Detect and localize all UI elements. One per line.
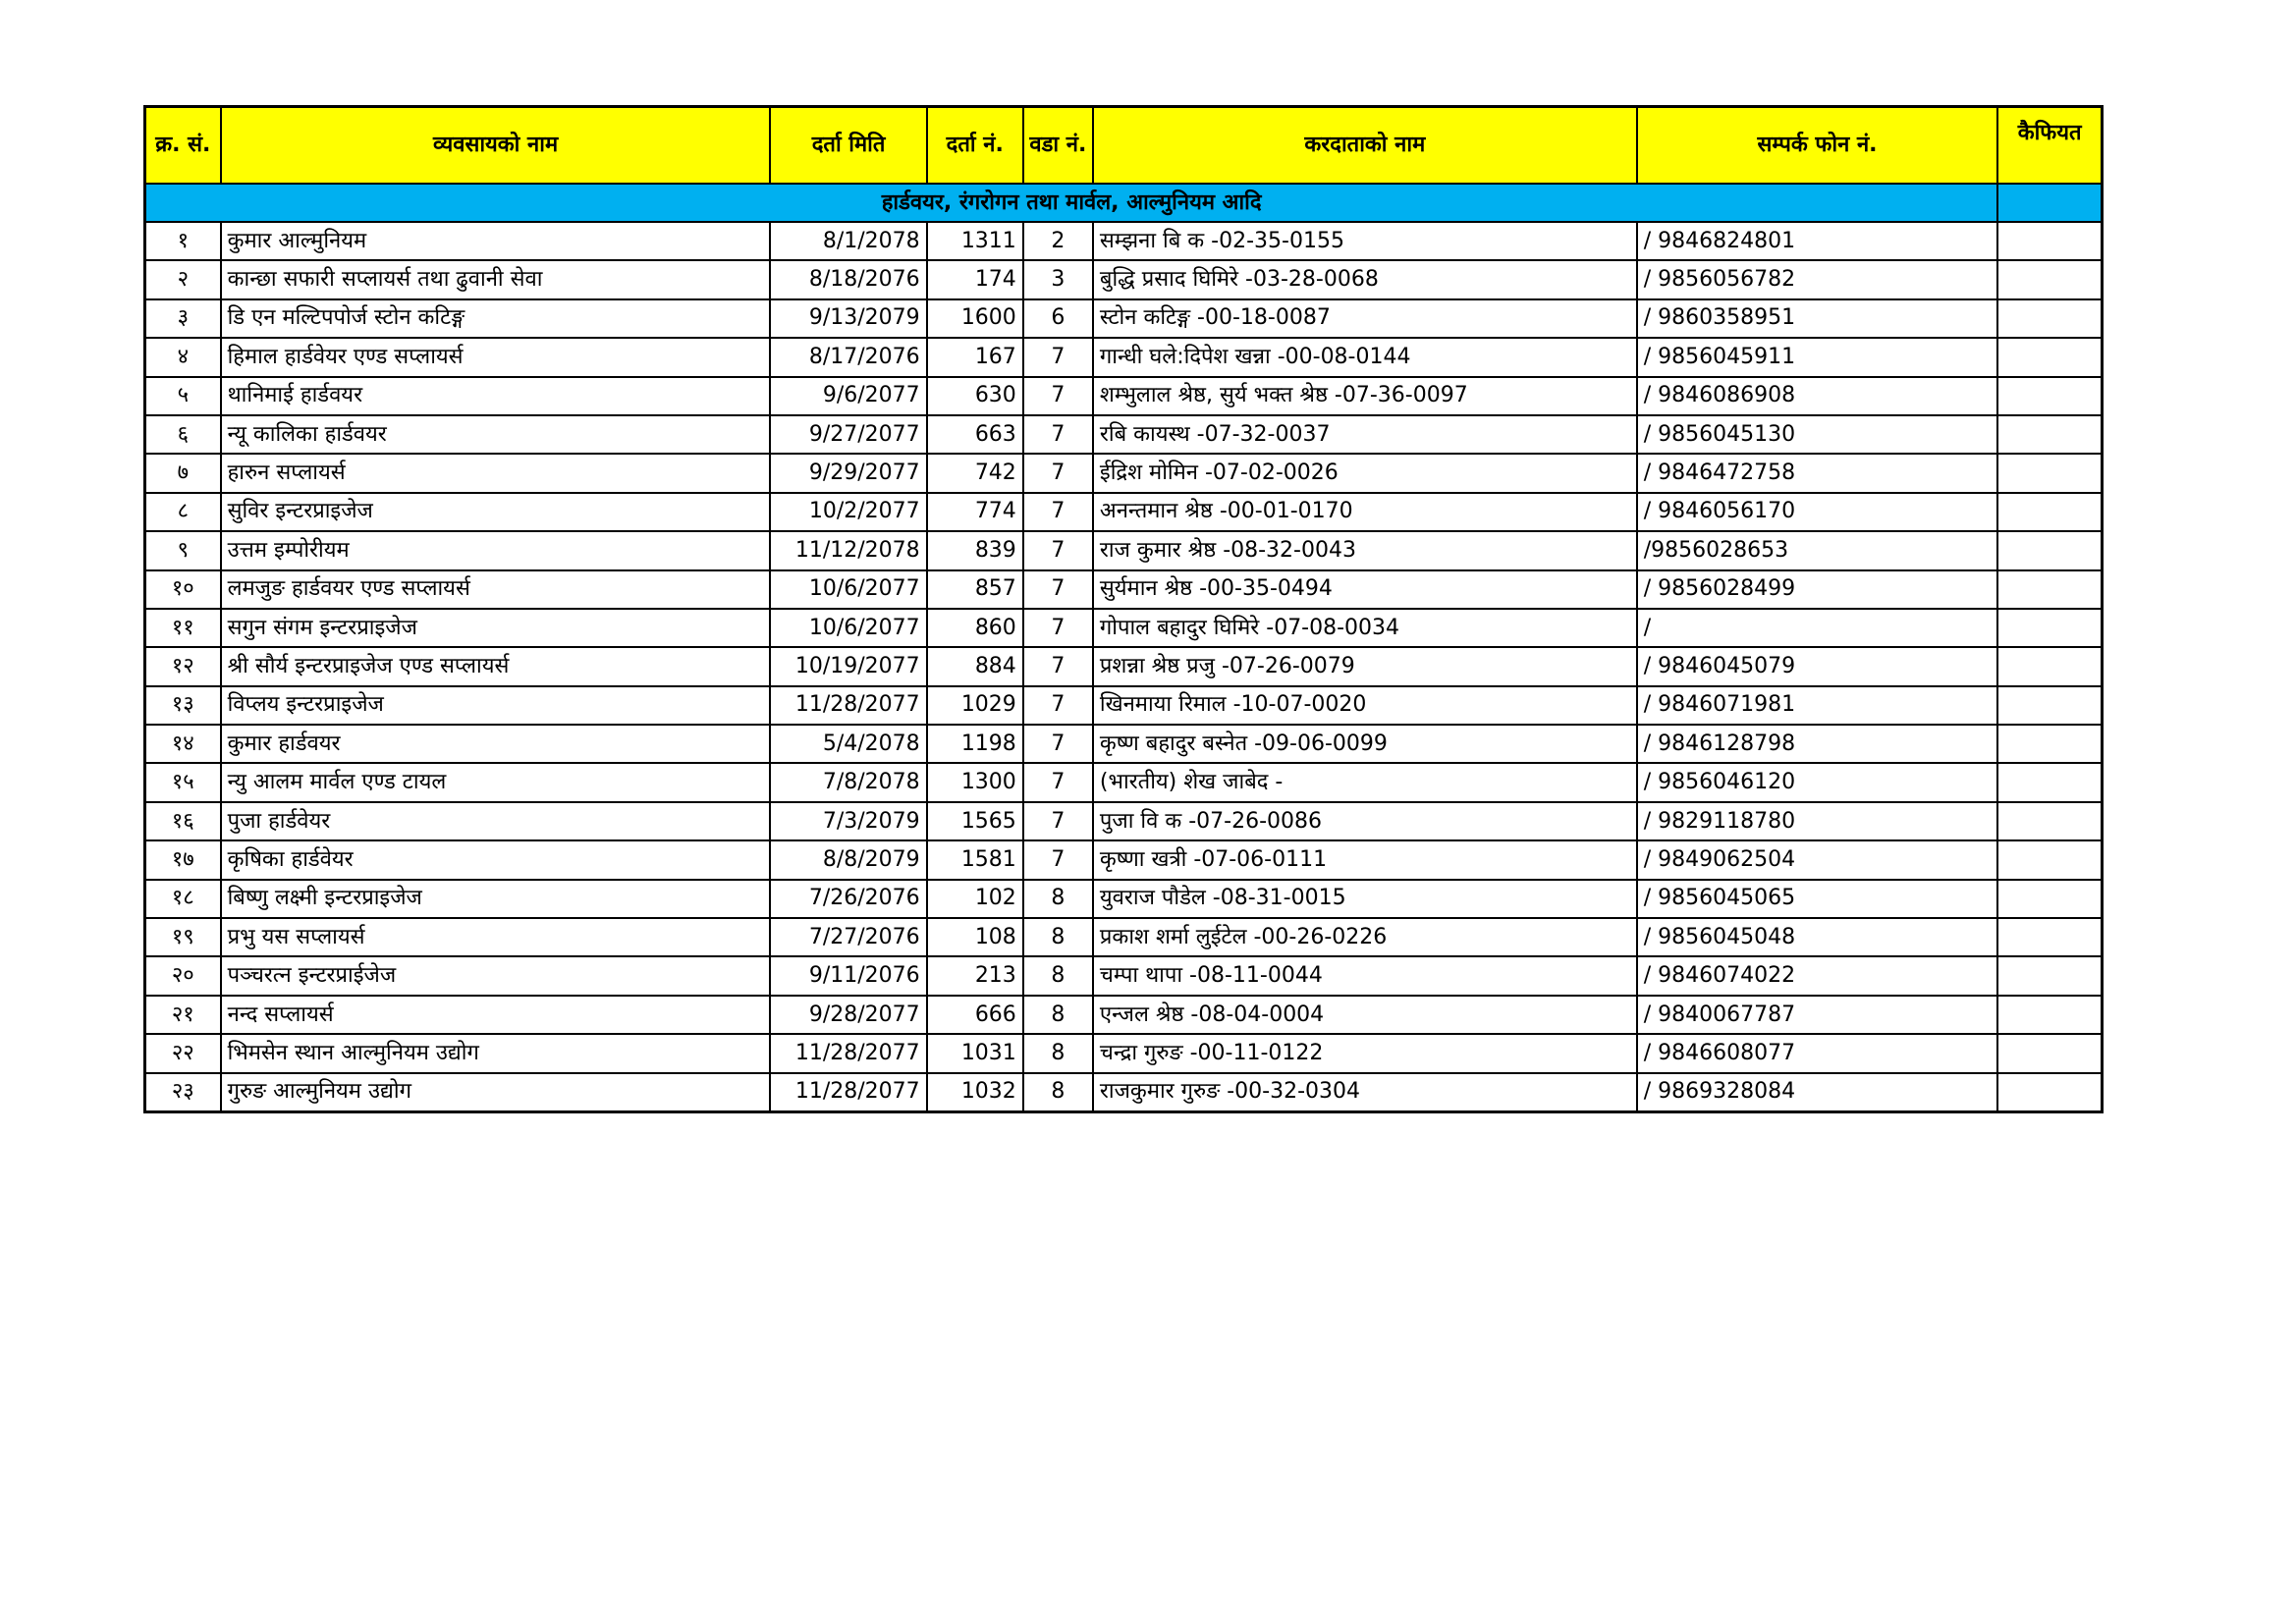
- header-remarks: कैफियत: [1997, 107, 2102, 185]
- table-row: [145, 299, 2103, 338]
- table-row: [145, 840, 2103, 879]
- cell-business-name: विप्लय इन्टरप्राइजेज: [221, 686, 771, 725]
- cell-serial-number: ५: [145, 377, 221, 415]
- table-row: [145, 686, 2103, 725]
- cell-ward-number: 7: [1023, 725, 1093, 763]
- table-row: [145, 1034, 2103, 1072]
- cell-business-name: पुजा हार्डवेयर: [221, 802, 771, 840]
- cell-contact-phone: / 9846056170: [1637, 493, 1998, 531]
- cell-registration-date: 10/6/2077: [770, 570, 926, 609]
- cell-ward-number: 8: [1023, 996, 1093, 1034]
- cell-remarks: [1997, 570, 2102, 609]
- table-row: [145, 880, 2103, 918]
- cell-registration-date: 10/19/2077: [770, 647, 926, 685]
- cell-registration-date: 11/12/2078: [770, 531, 926, 569]
- cell-registration-date: 7/27/2076: [770, 918, 926, 956]
- cell-ward-number: 7: [1023, 802, 1093, 840]
- cell-contact-phone: / 9860358951: [1637, 299, 1998, 338]
- cell-contact-phone: / 9856045911: [1637, 338, 1998, 376]
- cell-taxpayer-name: चम्पा थापा -08-11-0044: [1093, 956, 1637, 995]
- cell-contact-phone: / 9846128798: [1637, 725, 1998, 763]
- cell-registration-date: 9/28/2077: [770, 996, 926, 1034]
- cell-contact-phone: / 9846045079: [1637, 647, 1998, 685]
- cell-ward-number: 7: [1023, 840, 1093, 879]
- table-row: [145, 570, 2103, 609]
- cell-registration-date: 7/8/2078: [770, 763, 926, 801]
- cell-contact-phone: / 9849062504: [1637, 840, 1998, 879]
- cell-taxpayer-name: ईद्रिश मोमिन -07-02-0026: [1093, 454, 1637, 492]
- table-row: [145, 1073, 2103, 1112]
- cell-serial-number: ३: [145, 299, 221, 338]
- cell-remarks: [1997, 763, 2102, 801]
- cell-serial-number: २२: [145, 1034, 221, 1072]
- cell-serial-number: १५: [145, 763, 221, 801]
- cell-contact-phone: / 9846074022: [1637, 956, 1998, 995]
- cell-registration-number: 1198: [927, 725, 1023, 763]
- cell-serial-number: ८: [145, 493, 221, 531]
- cell-remarks: [1997, 338, 2102, 376]
- cell-registration-number: 1311: [927, 222, 1023, 260]
- cell-registration-date: 5/4/2078: [770, 725, 926, 763]
- cell-ward-number: 2: [1023, 222, 1093, 260]
- cell-registration-date: 9/29/2077: [770, 454, 926, 492]
- cell-ward-number: 7: [1023, 609, 1093, 647]
- cell-serial-number: १: [145, 222, 221, 260]
- cell-business-name: हिमाल हार्डवेयर एण्ड सप्लायर्स: [221, 338, 771, 376]
- cell-contact-phone: / 9869328084: [1637, 1073, 1998, 1112]
- cell-ward-number: 7: [1023, 493, 1093, 531]
- cell-serial-number: १४: [145, 725, 221, 763]
- cell-taxpayer-name: राज कुमार श्रेष्ठ -08-32-0043: [1093, 531, 1637, 569]
- cell-remarks: [1997, 686, 2102, 725]
- cell-business-name: लमजुङ हार्डवयर एण्ड सप्लायर्स: [221, 570, 771, 609]
- cell-registration-number: 860: [927, 609, 1023, 647]
- cell-registration-number: 102: [927, 880, 1023, 918]
- table-row: [145, 956, 2103, 995]
- cell-remarks: [1997, 377, 2102, 415]
- cell-taxpayer-name: गान्धी घले:दिपेश खन्ना -00-08-0144: [1093, 338, 1637, 376]
- cell-taxpayer-name: सम्झना बि क -02-35-0155: [1093, 222, 1637, 260]
- cell-taxpayer-name: शम्भुलाल श्रेष्ठ, सुर्य भक्त श्रेष्ठ -07-36-0097: [1093, 377, 1637, 415]
- cell-taxpayer-name: खिनमाया रिमाल -10-07-0020: [1093, 686, 1637, 725]
- header-row: [145, 107, 2103, 185]
- cell-contact-phone: / 9856056782: [1637, 260, 1998, 298]
- table-row: [145, 609, 2103, 647]
- cell-business-name: उत्तम इम्पोरीयम: [221, 531, 771, 569]
- table-row: [145, 531, 2103, 569]
- cell-registration-date: 11/28/2077: [770, 686, 926, 725]
- cell-registration-date: 8/1/2078: [770, 222, 926, 260]
- cell-remarks: [1997, 260, 2102, 298]
- cell-taxpayer-name: स्टोन कटिङ्ग -00-18-0087: [1093, 299, 1637, 338]
- cell-business-name: न्यू कालिका हार्डवयर: [221, 415, 771, 454]
- cell-serial-number: २३: [145, 1073, 221, 1112]
- cell-ward-number: 8: [1023, 1073, 1093, 1112]
- cell-taxpayer-name: प्रशन्ना श्रेष्ठ प्रजु -07-26-0079: [1093, 647, 1637, 685]
- cell-ward-number: 7: [1023, 570, 1093, 609]
- cell-business-name: कुमार हार्डवयर: [221, 725, 771, 763]
- cell-serial-number: १९: [145, 918, 221, 956]
- table-row: [145, 260, 2103, 298]
- cell-ward-number: 8: [1023, 956, 1093, 995]
- cell-remarks: [1997, 222, 2102, 260]
- table-row: [145, 725, 2103, 763]
- section-row: [145, 184, 2103, 222]
- cell-registration-number: 839: [927, 531, 1023, 569]
- cell-taxpayer-name: कृष्ण बहादुर बस्नेत -09-06-0099: [1093, 725, 1637, 763]
- cell-business-name: न्यु आलम मार्वल एण्ड टायल: [221, 763, 771, 801]
- cell-business-name: कान्छा सफारी सप्लायर्स तथा ढुवानी सेवा: [221, 260, 771, 298]
- cell-registration-date: 7/3/2079: [770, 802, 926, 840]
- cell-business-name: भिमसेन स्थान आल्मुनियम उद्योग: [221, 1034, 771, 1072]
- table-row: [145, 996, 2103, 1034]
- cell-serial-number: १०: [145, 570, 221, 609]
- cell-ward-number: 7: [1023, 415, 1093, 454]
- cell-taxpayer-name: चन्द्रा गुरुङ -00-11-0122: [1093, 1034, 1637, 1072]
- cell-business-name: कुमार आल्मुनियम: [221, 222, 771, 260]
- table-body: [145, 184, 2103, 1111]
- cell-serial-number: ९: [145, 531, 221, 569]
- cell-ward-number: 7: [1023, 454, 1093, 492]
- cell-business-name: गुरुङ आल्मुनियम उद्योग: [221, 1073, 771, 1112]
- table-row: [145, 918, 2103, 956]
- cell-remarks: [1997, 880, 2102, 918]
- cell-contact-phone: / 9829118780: [1637, 802, 1998, 840]
- cell-remarks: [1997, 725, 2102, 763]
- cell-contact-phone: / 9846071981: [1637, 686, 1998, 725]
- cell-business-name: थानिमाई हार्डवयर: [221, 377, 771, 415]
- header-contact-phone: सम्पर्क फोन नं.: [1637, 107, 1998, 185]
- cell-serial-number: २: [145, 260, 221, 298]
- cell-remarks: [1997, 454, 2102, 492]
- cell-contact-phone: / 9846824801: [1637, 222, 1998, 260]
- cell-registration-number: 1032: [927, 1073, 1023, 1112]
- cell-registration-number: 1565: [927, 802, 1023, 840]
- cell-registration-number: 1300: [927, 763, 1023, 801]
- header-registration-number: दर्ता नं.: [927, 107, 1023, 185]
- cell-contact-phone: / 9846472758: [1637, 454, 1998, 492]
- cell-ward-number: 8: [1023, 1034, 1093, 1072]
- cell-taxpayer-name: (भारतीय) शेख जाबेद -: [1093, 763, 1637, 801]
- cell-ward-number: 7: [1023, 531, 1093, 569]
- cell-remarks: [1997, 840, 2102, 879]
- cell-taxpayer-name: बुद्धि प्रसाद घिमिरे -03-28-0068: [1093, 260, 1637, 298]
- cell-registration-date: 10/6/2077: [770, 609, 926, 647]
- table-row: [145, 377, 2103, 415]
- cell-registration-date: 8/17/2076: [770, 338, 926, 376]
- cell-taxpayer-name: रबि कायस्थ -07-32-0037: [1093, 415, 1637, 454]
- cell-remarks: [1997, 531, 2102, 569]
- table-row: [145, 415, 2103, 454]
- cell-business-name: डि एन मल्टिपपोर्ज स्टोन कटिङ्ग: [221, 299, 771, 338]
- table-row: [145, 802, 2103, 840]
- cell-taxpayer-name: गोपाल बहादुर घिमिरे -07-08-0034: [1093, 609, 1637, 647]
- cell-ward-number: 8: [1023, 918, 1093, 956]
- cell-business-name: श्री सौर्य इन्टरप्राइजेज एण्ड सप्लायर्स: [221, 647, 771, 685]
- table-row: [145, 763, 2103, 801]
- cell-remarks: [1997, 996, 2102, 1034]
- cell-registration-number: 742: [927, 454, 1023, 492]
- table-row: [145, 647, 2103, 685]
- header-ward-number: वडा नं.: [1023, 107, 1093, 185]
- cell-remarks: [1997, 415, 2102, 454]
- cell-serial-number: १३: [145, 686, 221, 725]
- cell-remarks: [1997, 299, 2102, 338]
- cell-serial-number: १८: [145, 880, 221, 918]
- cell-serial-number: ६: [145, 415, 221, 454]
- cell-contact-phone: / 9856046120: [1637, 763, 1998, 801]
- business-registry-table: [143, 105, 2104, 1113]
- header-business-name: व्यवसायको नाम: [221, 107, 771, 185]
- cell-taxpayer-name: सुर्यमान श्रेष्ठ -00-35-0494: [1093, 570, 1637, 609]
- cell-contact-phone: /9856028653: [1637, 531, 1998, 569]
- table-row: [145, 454, 2103, 492]
- cell-ward-number: 7: [1023, 647, 1093, 685]
- cell-contact-phone: / 9846608077: [1637, 1034, 1998, 1072]
- cell-registration-date: 11/28/2077: [770, 1034, 926, 1072]
- cell-taxpayer-name: पुजा वि क -07-26-0086: [1093, 802, 1637, 840]
- cell-remarks: [1997, 1034, 2102, 1072]
- cell-taxpayer-name: एन्जल श्रेष्ठ -08-04-0004: [1093, 996, 1637, 1034]
- section-title: हार्डवयर, रंगरोगन तथा मार्वल, आल्मुनियम आदि: [145, 184, 1998, 222]
- cell-contact-phone: /: [1637, 609, 1998, 647]
- cell-registration-date: 9/27/2077: [770, 415, 926, 454]
- cell-taxpayer-name: प्रकाश शर्मा लुईटेल -00-26-0226: [1093, 918, 1637, 956]
- cell-registration-number: 630: [927, 377, 1023, 415]
- cell-contact-phone: / 9856028499: [1637, 570, 1998, 609]
- cell-registration-date: 8/18/2076: [770, 260, 926, 298]
- cell-registration-number: 1029: [927, 686, 1023, 725]
- cell-business-name: सगुन संगम इन्टरप्राइजेज: [221, 609, 771, 647]
- cell-serial-number: १६: [145, 802, 221, 840]
- cell-ward-number: 7: [1023, 686, 1093, 725]
- cell-business-name: नन्द सप्लायर्स: [221, 996, 771, 1034]
- cell-contact-phone: / 9856045130: [1637, 415, 1998, 454]
- cell-business-name: पञ्चरत्न इन्टरप्राईजेज: [221, 956, 771, 995]
- cell-remarks: [1997, 802, 2102, 840]
- cell-ward-number: 7: [1023, 763, 1093, 801]
- header-serial-number: क्र. सं.: [145, 107, 221, 185]
- cell-remarks: [1997, 956, 2102, 995]
- cell-remarks: [1997, 493, 2102, 531]
- cell-contact-phone: / 9840067787: [1637, 996, 1998, 1034]
- cell-registration-date: 9/6/2077: [770, 377, 926, 415]
- cell-registration-number: 663: [927, 415, 1023, 454]
- cell-contact-phone: / 9856045065: [1637, 880, 1998, 918]
- cell-taxpayer-name: कृष्णा खत्री -07-06-0111: [1093, 840, 1637, 879]
- cell-registration-number: 108: [927, 918, 1023, 956]
- cell-remarks: [1997, 647, 2102, 685]
- cell-registration-number: 774: [927, 493, 1023, 531]
- cell-registration-number: 174: [927, 260, 1023, 298]
- cell-remarks: [1997, 918, 2102, 956]
- cell-serial-number: १७: [145, 840, 221, 879]
- cell-registration-number: 1600: [927, 299, 1023, 338]
- cell-business-name: कृषिका हार्डवेयर: [221, 840, 771, 879]
- cell-registration-date: 9/13/2079: [770, 299, 926, 338]
- cell-taxpayer-name: राजकुमार गुरुङ -00-32-0304: [1093, 1073, 1637, 1112]
- cell-serial-number: ७: [145, 454, 221, 492]
- cell-registration-date: 8/8/2079: [770, 840, 926, 879]
- cell-contact-phone: / 9846086908: [1637, 377, 1998, 415]
- cell-registration-number: 666: [927, 996, 1023, 1034]
- cell-serial-number: २०: [145, 956, 221, 995]
- cell-serial-number: २१: [145, 996, 221, 1034]
- cell-ward-number: 8: [1023, 880, 1093, 918]
- section-remarks-cell: [1997, 184, 2102, 222]
- cell-registration-number: 213: [927, 956, 1023, 995]
- cell-registration-number: 167: [927, 338, 1023, 376]
- table-row: [145, 222, 2103, 260]
- cell-serial-number: ४: [145, 338, 221, 376]
- header-taxpayer-name: करदाताको नाम: [1093, 107, 1637, 185]
- cell-ward-number: 6: [1023, 299, 1093, 338]
- cell-business-name: सुविर इन्टरप्राइजेज: [221, 493, 771, 531]
- cell-registration-date: 7/26/2076: [770, 880, 926, 918]
- cell-serial-number: ११: [145, 609, 221, 647]
- cell-taxpayer-name: युवराज पौडेल -08-31-0015: [1093, 880, 1637, 918]
- cell-remarks: [1997, 609, 2102, 647]
- cell-registration-date: 10/2/2077: [770, 493, 926, 531]
- cell-serial-number: १२: [145, 647, 221, 685]
- cell-contact-phone: / 9856045048: [1637, 918, 1998, 956]
- cell-business-name: बिष्णु लक्ष्मी इन्टरप्राइजेज: [221, 880, 771, 918]
- cell-registration-number: 857: [927, 570, 1023, 609]
- cell-ward-number: 7: [1023, 338, 1093, 376]
- cell-taxpayer-name: अनन्तमान श्रेष्ठ -00-01-0170: [1093, 493, 1637, 531]
- cell-registration-date: 11/28/2077: [770, 1073, 926, 1112]
- cell-ward-number: 3: [1023, 260, 1093, 298]
- cell-registration-date: 9/11/2076: [770, 956, 926, 995]
- cell-business-name: प्रभु यस सप्लायर्स: [221, 918, 771, 956]
- cell-ward-number: 7: [1023, 377, 1093, 415]
- cell-registration-number: 1031: [927, 1034, 1023, 1072]
- cell-remarks: [1997, 1073, 2102, 1112]
- header-registration-date: दर्ता मिति: [770, 107, 926, 185]
- table-row: [145, 493, 2103, 531]
- cell-registration-number: 884: [927, 647, 1023, 685]
- cell-registration-number: 1581: [927, 840, 1023, 879]
- cell-business-name: हारुन सप्लायर्स: [221, 454, 771, 492]
- table-row: [145, 338, 2103, 376]
